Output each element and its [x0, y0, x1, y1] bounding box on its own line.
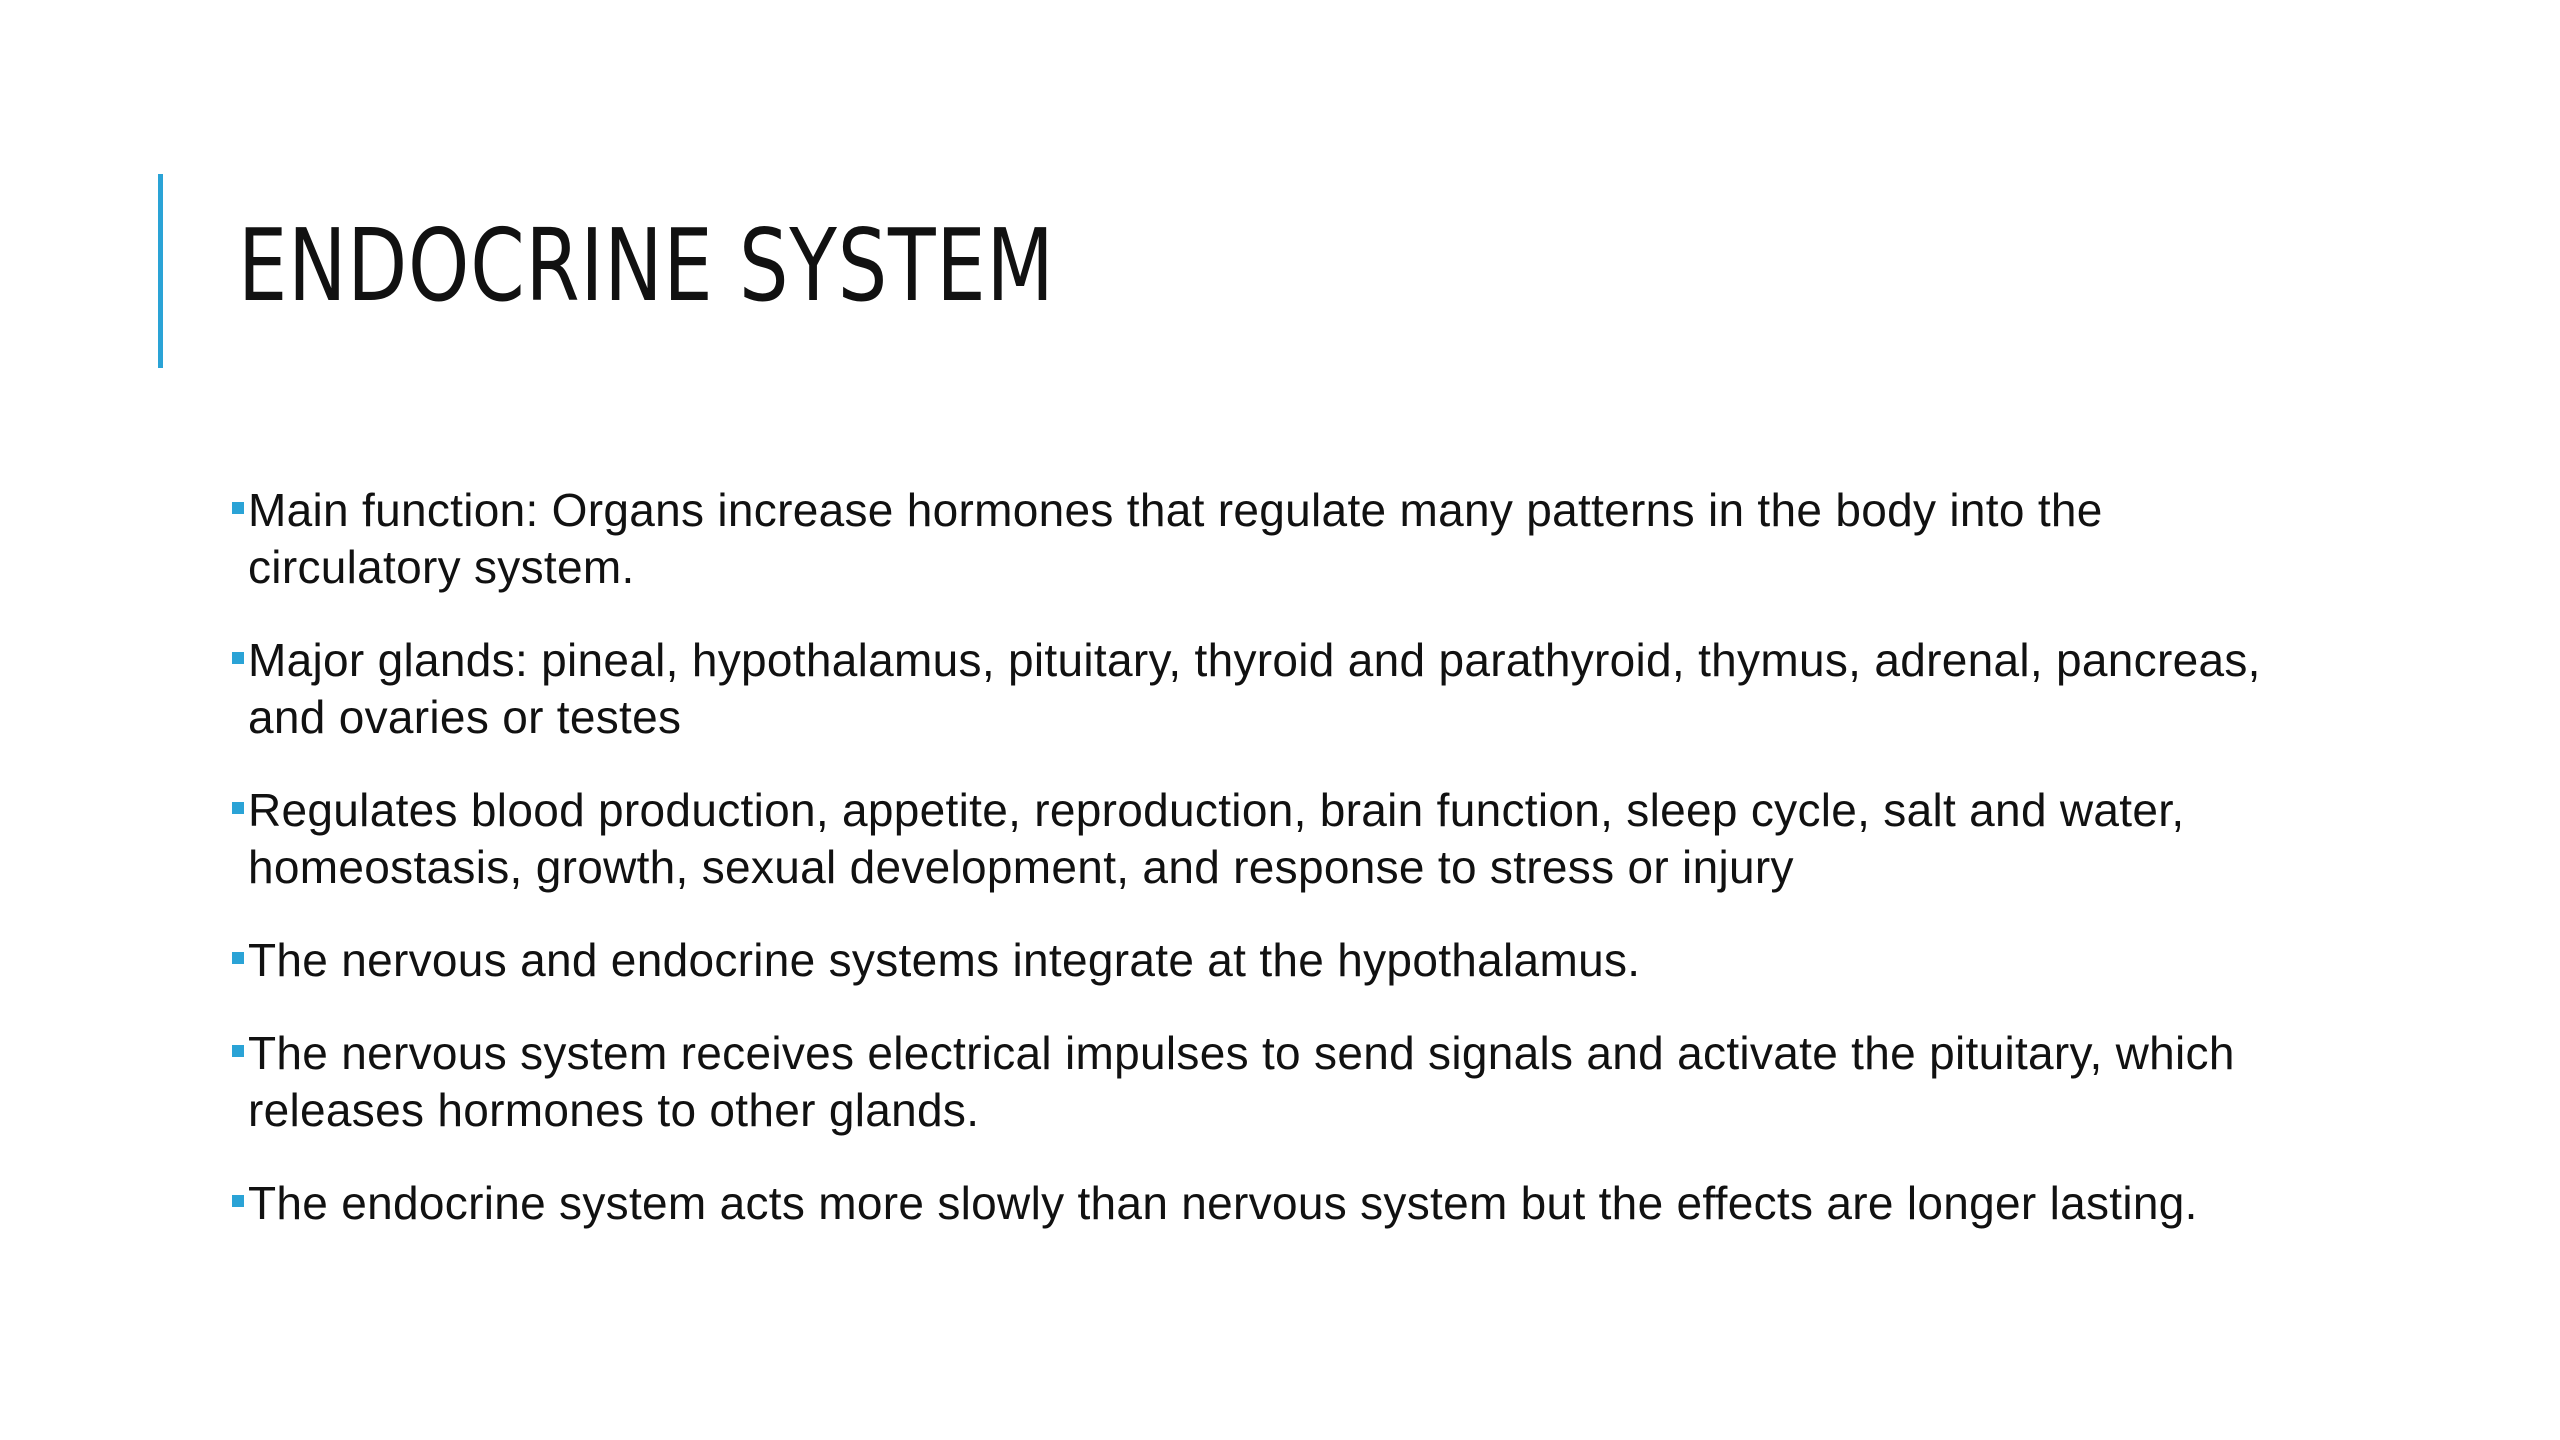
bullet-text: The nervous system receives electrical impulses to send signals and activate the pituitary, which releases hormones to other glands. [248, 1027, 2235, 1136]
square-bullet-icon [232, 952, 244, 964]
title-accent-bar [158, 174, 163, 368]
square-bullet-icon [232, 1195, 244, 1207]
bullet-text: The nervous and endocrine systems integrate at the hypothalamus. [248, 934, 1641, 986]
slide-title: ENDOCRINE SYSTEM [238, 207, 1055, 324]
bullet-item [228, 1025, 2278, 1139]
square-bullet-icon [232, 1045, 244, 1057]
bullet-list [228, 482, 2278, 1268]
bullet-text: Major glands: pineal, hypothalamus, pituitary, thyroid and parathyroid, thymus, adrenal, pancreas, and ovaries or testes [248, 634, 2261, 743]
bullet-item [228, 482, 2278, 596]
bullet-text: The endocrine system acts more slowly than nervous system but the effects are longer lasting. [248, 1177, 2198, 1229]
bullet-item [228, 1175, 2278, 1232]
bullet-text: Main function: Organs increase hormones that regulate many patterns in the body into the circulatory system. [248, 484, 2103, 593]
bullet-item [228, 782, 2278, 896]
square-bullet-icon [232, 652, 244, 664]
bullet-item [228, 632, 2278, 746]
square-bullet-icon [232, 502, 244, 514]
bullet-text: Regulates blood production, appetite, reproduction, brain function, sleep cycle, salt and water, homeostasis, growth, sexual development, and response to stress or injury [248, 784, 2185, 893]
square-bullet-icon [232, 802, 244, 814]
bullet-item [228, 932, 2278, 989]
